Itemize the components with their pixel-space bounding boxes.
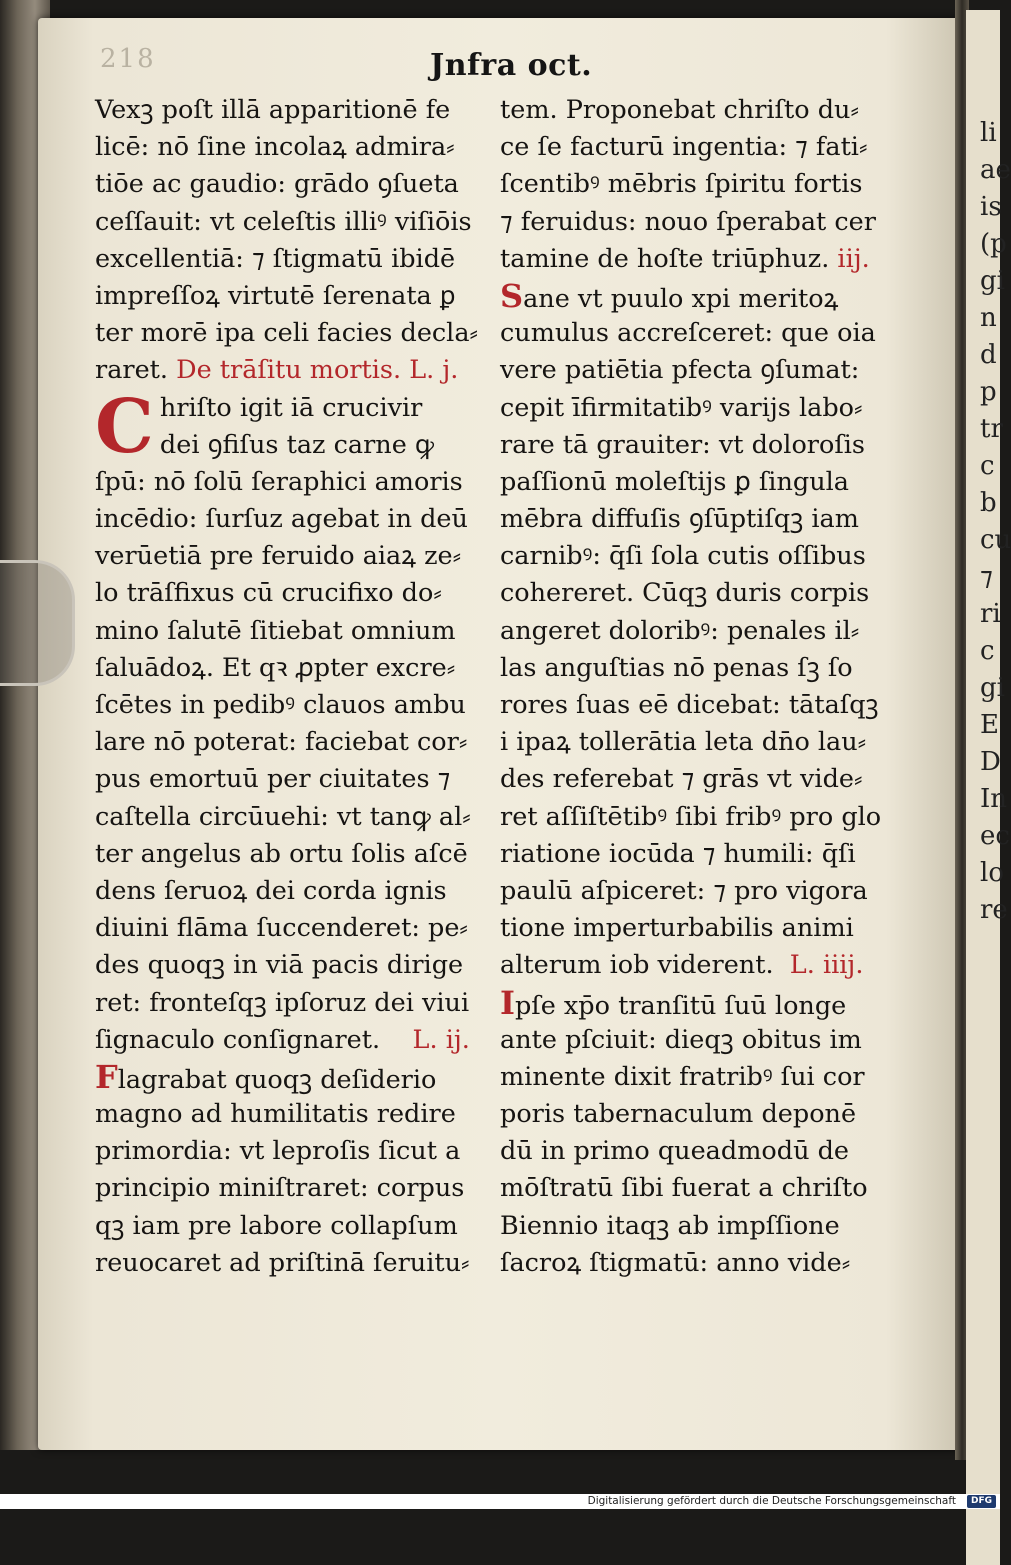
right-column [500, 92, 882, 1282]
text-line: qꝫ iam pre labore collapſum [95, 1210, 458, 1241]
text-line: ante pſciuit: dieqꝫ obitus im [500, 1024, 862, 1055]
text-line: tiōe ac gaudio: grādo ꝯſueta [95, 169, 459, 200]
running-head: Jnfra oct. [430, 48, 593, 83]
text-line: principio miniſtraret: corpus [95, 1173, 465, 1204]
text-fragment: lagrabat quoqꝫ deſiderio [117, 1064, 437, 1095]
text-line [500, 278, 875, 315]
text-line: diuini flāma ſuccenderet: pe⸗ [95, 913, 468, 944]
text-line [500, 985, 875, 1022]
next-page-fragment: is [980, 192, 1002, 222]
text-line: pus emortuū per ciuitates ⁊ [95, 764, 451, 795]
text-line: Vexꝫ poſt illā apparitionē fe [95, 95, 451, 125]
initial-f: F [95, 1057, 118, 1096]
text-line: ſacroꝝ ſtigmatū: anno vide⸗ [500, 1247, 851, 1278]
text-line: mēbra diffuſis ꝯſūptiſqꝫ iam [500, 504, 859, 535]
paragraph-with-drop-cap [95, 383, 467, 470]
text-line: ſpū: nō ſolū ſeraphici amoris [95, 466, 463, 497]
footer-credit: Digitalisierung gefördert durch die Deutsche Forschungsgemeinschaft [587, 1495, 956, 1507]
text-line: ce ſe facturū ingentia: ⁊ fati⸗ [500, 132, 868, 163]
rubric-de-transitu: De trāſitu mortis. L. j. [176, 355, 459, 386]
next-page-fragment: ri [980, 599, 1001, 629]
drop-cap-initial: C [95, 383, 154, 470]
next-page-fragment: n [980, 303, 997, 333]
text-line: riatione iocūda ⁊ humili: q̄ſi [500, 838, 856, 869]
rubric-lectio-iii: iij. [837, 243, 870, 274]
text-line: cumulus accreſceret: que oia [500, 318, 876, 349]
text-line: poris tabernaculum deponē [500, 1099, 857, 1130]
folio-number: 218 [100, 44, 156, 74]
text-line: Biennio itaqꝫ ab impſſione [500, 1210, 840, 1241]
text-line: ⁊ feruidus: nouo ſperabat cer [500, 206, 876, 237]
next-page-fragment: ae [980, 155, 1011, 185]
next-page-fragment: In [980, 784, 1008, 814]
next-page-fragment: c [980, 636, 995, 666]
text-line: des quoqꝫ in viā pacis dirige [95, 950, 464, 981]
next-page-fragment: cu [980, 525, 1011, 555]
rubric-lectio-ii: L. ij. [412, 1024, 470, 1055]
text-line: verūetiā pre feruido aiaꝝ ze⸗ [95, 541, 462, 572]
text-line: cepit īfirmitatibꝰ varijs labo⸗ [500, 392, 863, 423]
text-fragment: ſignaculo conſignaret. [95, 1024, 381, 1055]
text-line: rare tā grauiter: vt doloroſis [500, 429, 866, 460]
text-fragment: ane vt puulo xpi meritoꝝ [523, 283, 839, 314]
text-line: licē: nō ſine incolaꝝ admira⸗ [95, 132, 455, 163]
text-line: ſcentibꝰ mēbris ſpiritu fortis [500, 169, 863, 200]
text-line: angeret doloribꝰ: penales il⸗ [500, 615, 860, 646]
text-line: mino ſalutē ſitiebat omnium [95, 615, 456, 646]
next-page-fragment: ec [980, 821, 1010, 851]
text-line: lo trāſfixus cū crucifixo do⸗ [95, 578, 442, 609]
text-line: ſaluādoꝝ. Et qꝛ ꝓpter excre⸗ [95, 652, 456, 683]
initial-i: I [500, 983, 515, 1022]
text-line: lare nō poterat: faciebat cor⸗ [95, 727, 468, 758]
text-line: excellentiā: ⁊ ſtigmatū ibidē [95, 243, 456, 274]
next-page-fragment: b [980, 488, 997, 518]
text-line [500, 241, 875, 278]
text-line [95, 1022, 470, 1059]
initial-s: S [500, 276, 524, 315]
text-line: primordia: vt leproſis ſicut a [95, 1136, 461, 1167]
text-line: reuocaret ad priſtinā ſeruitu⸗ [95, 1247, 470, 1278]
text-line: ter angelus ab ortu ſolis aſcē [95, 838, 468, 869]
text-fragment: pſe xp̄o tranſitū ſuū longe [514, 990, 847, 1021]
next-page-fragment: p [980, 377, 997, 407]
text-line: vere patiētia pfecta ꝯſumat: [500, 355, 860, 386]
text-line: ret aſſiſtētibꝰ ſibi fribꝰ pro glo [500, 801, 882, 832]
text-line: ret: fronteſqꝫ ipſoruz dei viui [95, 987, 470, 1018]
text-line: incēdio: ſurſuz agebat in deū [95, 504, 468, 535]
text-line: magno ad humilitatis redire [95, 1099, 456, 1130]
text-line: paſſionū moleſtijs ꝑ ſingula [500, 466, 849, 497]
next-page-fragment: D [980, 747, 1001, 777]
text-fragment: alterum iob viderent. [500, 950, 774, 981]
next-page-fragment: gi [980, 266, 1005, 296]
text-line [95, 352, 467, 389]
text-line: minente dixit fratribꝰ ſui cor [500, 1061, 865, 1092]
text-line: paulū aſpiceret: ⁊ pro vigora [500, 875, 868, 906]
text-line: ſcētes in pedibꝰ clauos ambu [95, 690, 466, 720]
text-line: tione imperturbabilis animi [500, 913, 854, 944]
text-line: ceſſauit: vt celeſtis illiꝰ viſiōis [95, 206, 472, 237]
next-page-fragment: gi [980, 673, 1005, 703]
text-line: impreſſoꝝ virtutē ſerenata ꝑ [95, 280, 456, 311]
next-page-fragment: lo [980, 858, 1004, 888]
left-column [95, 92, 479, 1282]
rubric-lectio-iiii: L. iiij. [789, 950, 864, 981]
text-line [500, 947, 875, 984]
text-line: des referebat ⁊ grās vt vide⸗ [500, 764, 863, 795]
text-line: dens ſeruoꝝ dei corda ignis [95, 875, 447, 906]
next-page-fragment: li [980, 118, 997, 148]
text-fragment: tamine de hoſte triūphuz. [500, 243, 830, 274]
text-line: rores ſuas eē dicebat: tātaſqꝫ [500, 690, 879, 720]
next-page-fragment: ⁊ [980, 562, 993, 592]
text-line: tem. Proponebat chriſto du⸗ [500, 95, 859, 125]
text-line: cohereret. Cūqꝫ duris corpis [500, 578, 870, 609]
text-line: carnibꝰ: q̄ſi ſola cutis oſſibus [500, 541, 866, 572]
text-line: hriſto igit iā crucivir [159, 392, 423, 423]
text-line: dū in primo queadmodū de [500, 1136, 850, 1167]
next-page-fragment: d [980, 340, 997, 370]
text-line [95, 1059, 467, 1096]
dfg-logo: DFG [967, 1495, 996, 1508]
text-line: dei ꝯfiſus taz carne ꝙ [159, 429, 435, 460]
text-line: i ipaꝝ tollerātia leta dn̄o lau⸗ [500, 727, 867, 758]
text-fragment: raret. [95, 355, 169, 386]
next-page-fragment: E [980, 710, 999, 740]
next-page-fragment: re [980, 895, 1008, 925]
book-clasp [0, 560, 75, 686]
text-line: ter morē ipa celi facies decla⸗ [95, 318, 479, 349]
next-page-fragment: tr [980, 414, 1003, 444]
next-page-edge [966, 10, 1011, 1565]
text-line: las anguſtias nō penas ſꝫ ſo [500, 652, 853, 683]
text-line: caſtella circūuehi: vt tanꝙ al⸗ [95, 801, 471, 832]
next-page-fragment: c [980, 451, 995, 481]
next-page-fragment: (p [980, 229, 1007, 259]
text-line: mōſtratū ſibi fuerat a chriſto [500, 1173, 868, 1204]
